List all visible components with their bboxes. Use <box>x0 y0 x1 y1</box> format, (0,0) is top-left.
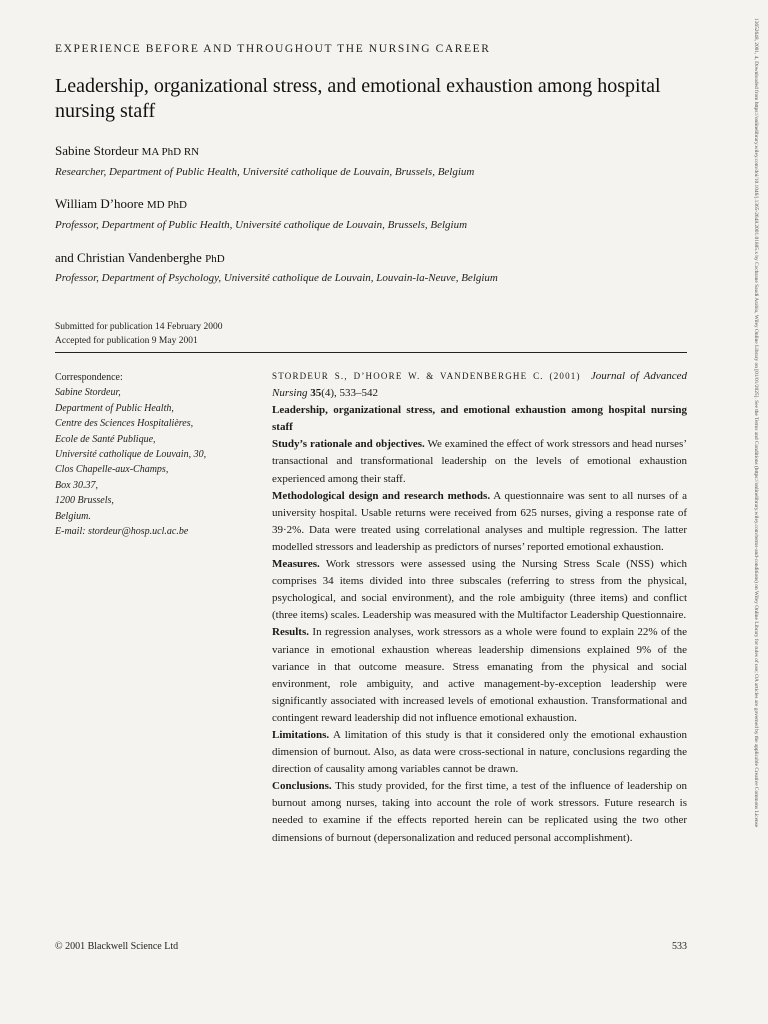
abstract-citation <box>272 368 687 402</box>
author-3-affiliation: Professor, Department of Psychology, Université catholique de Louvain, Louvain-la-Neuve, Belgium <box>55 272 498 284</box>
correspondence-line: Centre des Sciences Hospitalières, <box>55 418 194 430</box>
header-divider <box>55 352 687 353</box>
abstract-section <box>272 488 687 556</box>
page-number: 533 <box>672 941 687 952</box>
submission-dates <box>55 320 223 348</box>
author-name: Sabine Stordeur <box>55 143 139 158</box>
abstract-section-heading: Measures. <box>272 558 320 571</box>
correspondence-line: Department of Public Health, <box>55 402 174 414</box>
citation-volume: 35 <box>310 387 322 400</box>
correspondence-line: Belgium. <box>55 510 91 522</box>
author-1 <box>55 143 199 159</box>
abstract-section-heading: Study’s rationale and objectives. <box>272 438 425 451</box>
abstract-section <box>272 556 687 624</box>
author-degrees: MD PhD <box>146 199 187 211</box>
author-name: and Christian Vandenberghe <box>55 250 202 265</box>
citation-issue-pages: (4), 533–542 <box>321 387 379 400</box>
citation-journal: Journal of Advanced Nursing <box>272 370 688 400</box>
abstract-section-heading: Results. <box>272 626 309 639</box>
author-3 <box>55 250 225 266</box>
correspondence-label: Correspondence: <box>55 372 123 383</box>
abstract-section-heading: Methodological design and research methods. <box>272 489 491 502</box>
author-degrees: PhD <box>205 253 225 265</box>
footer-copyright: © 2001 Blackwell Science Ltd <box>55 941 179 952</box>
author-1-affiliation: Researcher, Department of Public Health, Université catholique de Louvain, Brussels, Belgium <box>55 166 475 178</box>
abstract-section <box>272 727 687 778</box>
author-degrees: MA PhD RN <box>141 146 200 158</box>
abstract-section-text: A limitation of this study is that it considered only the emotional exhaustion dimension of burnout. Also, as data were cross-sectional in nature, conclusions regarding the direction of causality among variables cannot be drawn. <box>272 728 687 776</box>
abstract-section-text: We examined the effect of work stressors and head nurses’ transactional and transformational leadership on the levels of emotional exhaustion experienced among their staff. <box>272 438 687 485</box>
author-2-affiliation: Professor, Department of Public Health, Université catholique de Louvain, Brussels, Belgium <box>55 219 468 231</box>
citation-authors: STORDEUR S., D’HOORE W. & VANDENBERGHE C. (2001) <box>272 371 581 381</box>
article-title: Leadership, organizational stress, and emotional exhaustion among hospital nursing staff <box>55 75 661 122</box>
accepted-date: Accepted for publication 9 May 2001 <box>55 336 198 346</box>
abstract <box>272 368 687 847</box>
abstract-section-text: This study provided, for the first time, a test of the influence of leadership on burnout among nurses, taking into account the role of work stressors. Future research is needed to examine if the effects reported herein can be replicated using the two other dimensions of burnout (depersonalization and reduced personal accomplishment). <box>272 780 687 844</box>
correspondence-email: E-mail: stordeur@hosp.ucl.ac.be <box>55 526 189 538</box>
abstract-section <box>272 436 687 487</box>
author-2 <box>55 196 187 212</box>
correspondence-line: 1200 Brussels, <box>55 495 114 507</box>
author-name: William D’hoore <box>55 196 144 211</box>
abstract-section-text: In regression analyses, work stressors as a whole were found to explain 22% of the variance in emotional exhaustion whereas leadership dimensions explained 9% of the variance in that outcome measure. Stress emanating from the physical and social environment, role ambiguity, and active management-by-exception leadership were significantly associated with increased levels of emotional exhaustion. Transformational and contingent reward leadership did not influence emotional exhaustion. <box>272 626 688 724</box>
correspondence-line: Clos Chapelle-aux-Champs, <box>55 464 169 476</box>
download-notice-text: 13652648, 2001, 4, Downloaded from https://onlinelibrary.wiley.com/doi/10.1046/j.1365-2648.2001.01885.x by Cochrane Saudi Arabia, Wiley Online Library on [01/01/2025]. See the Terms and Conditions (https://onlinelibrary.wiley.com/terms-and-conditions) on Wiley Online Library for rules of use; OA articles are governed by the applicable Creative Commons License <box>753 18 759 828</box>
download-notice <box>752 18 764 1018</box>
correspondence-block <box>55 370 255 539</box>
abstract-section-text: A questionnaire was sent to all nurses of a university hospital. Usable returns were received from 625 nurses, giving a response rate of 39·2%. Data were treated using correlational analyses and multiple regression. The latter modelled stressors and leadership as predictors of nurses’ reported emotional exhaustion. <box>272 489 687 553</box>
correspondence-line: Université catholique de Louvain, 30, <box>55 449 207 461</box>
abstract-section <box>272 778 687 846</box>
correspondence-line: Ecole de Santé Publique, <box>55 433 156 445</box>
submitted-date: Submitted for publication 14 February 2000 <box>55 322 223 332</box>
section-heading: EXPERIENCE BEFORE AND THROUGHOUT THE NURSING CAREER <box>55 43 491 55</box>
abstract-section <box>272 624 687 727</box>
correspondence-line: Sabine Stordeur, <box>55 387 121 399</box>
abstract-section-text: Work stressors were assessed using the Nursing Stress Scale (NSS) which comprises 34 items divided into three subscales (referring to stress from the physical, psychological, and social environment), and the role ambiguity (three items) and conflict (three items) scales. Leadership was measured with the Multifactor Leadership Questionnaire. <box>272 558 687 622</box>
abstract-section-heading: Limitations. <box>272 728 330 741</box>
abstract-article-title: Leadership, organizational stress, and emotional exhaustion among hospital nursing staff <box>272 404 687 434</box>
abstract-section-heading: Conclusions. <box>272 780 332 793</box>
correspondence-line: Box 30.37, <box>55 479 99 491</box>
